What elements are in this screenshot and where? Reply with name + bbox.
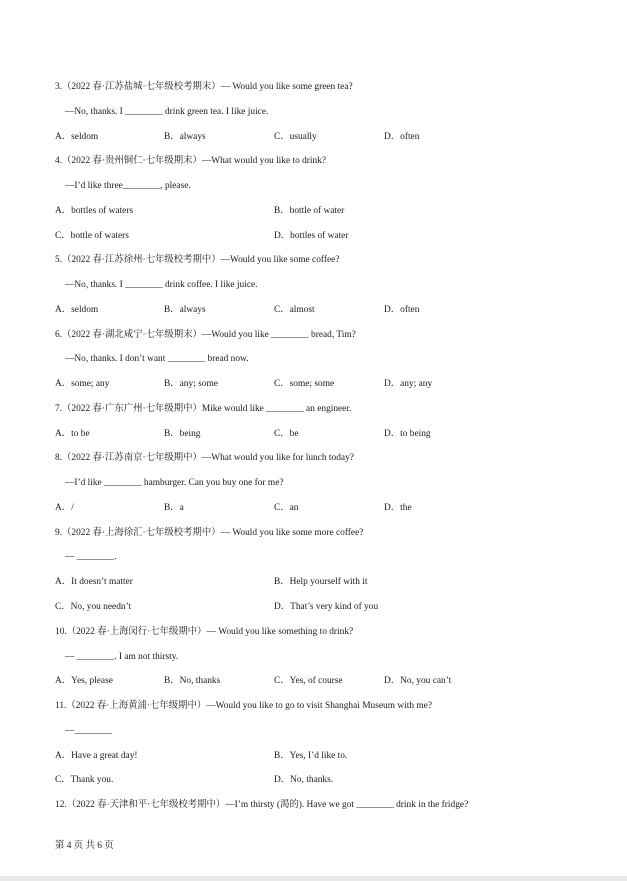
question-7-option-d: D．to being	[384, 429, 431, 439]
question-4-option-a: A．bottles of waters	[55, 206, 134, 216]
question-5-option-a: A．seldom	[55, 305, 99, 315]
question-9-option-d: D．That’s very kind of you	[274, 602, 379, 612]
question-7-option-c: C．be	[274, 429, 299, 439]
question-8-option-b: B．a	[164, 503, 184, 513]
question-4-line2: —I’d like three________, please.	[65, 181, 191, 191]
question-8-line2: —I’d like ________ hamburger. Can you buy one for me?	[65, 478, 284, 488]
question-9-option-c: C．No, you needn’t	[55, 602, 132, 612]
question-4-stem: 4.（2022 春·贵州铜仁·七年级期末）—What would you like to drink?	[55, 156, 327, 166]
page-bottom-divider	[0, 876, 627, 881]
question-10-line2: — ________. I am not thirsty.	[65, 652, 179, 662]
question-11-option-c: C．Thank you.	[55, 775, 114, 785]
question-3-option-a: A．seldom	[55, 132, 99, 142]
question-6-option-a: A．some; any	[55, 379, 110, 389]
question-5-option-c: C．almost	[274, 305, 315, 315]
question-10-option-d: D．No, you can’t	[384, 676, 452, 686]
question-9-option-a: A．It doesn’t matter	[55, 577, 133, 587]
question-3-option-b: B．always	[164, 132, 206, 142]
question-3-line2: —No, thanks. I ________ drink green tea. I like juice.	[65, 107, 269, 117]
question-8-stem: 8.（2022 春·江苏南京·七年级期中）—What would you like for lunch today?	[55, 453, 354, 463]
page-footer: 第 4 页 共 6 页	[55, 841, 114, 851]
question-8-option-d: D．the	[384, 503, 412, 513]
question-6-option-c: C．some; some	[274, 379, 335, 389]
question-3-option-c: C．usually	[274, 132, 317, 142]
question-3-option-d: D．often	[384, 132, 420, 142]
question-5-line2: —No, thanks. I ________ drink coffee. I like juice.	[65, 280, 258, 290]
question-11-option-a: A．Have a great day!	[55, 751, 138, 761]
question-3-stem: 3.（2022 春·江苏盐城·七年级校考期末）— Would you like some green tea?	[55, 82, 353, 92]
question-7-option-b: B．being	[164, 429, 201, 439]
question-5-stem: 5.（2022 春·江苏徐州·七年级校考期中）—Would you like some coffee?	[55, 255, 340, 265]
question-10-stem: 10.（2022 春·上海闵行·七年级期中）— Would you like something to drink?	[55, 627, 354, 637]
question-9-option-b: B．Help yourself with it	[274, 577, 368, 587]
question-8-option-a: A．/	[55, 503, 74, 513]
question-6-line2: —No, thanks. I don’t want ________ bread now.	[65, 354, 249, 364]
question-12-stem: 12.（2022 春·天津和平·七年级校考期中）—I’m thirsty (渴的). Have we got ________ drink in the fridge?	[55, 800, 469, 810]
question-7-stem: 7.（2022 春·广东广州·七年级期中）Mike would like ________ an engineer.	[55, 404, 352, 414]
question-9-line2: — ________.	[65, 552, 117, 562]
question-6-option-b: B．any; some	[164, 379, 218, 389]
question-5-option-b: B．always	[164, 305, 206, 315]
question-4-option-c: C．bottle of waters	[55, 231, 129, 241]
question-11-line2: —________	[65, 726, 112, 736]
question-8-option-c: C．an	[274, 503, 299, 513]
question-9-stem: 9.（2022 春·上海徐汇·七年级校考期中）— Would you like some more coffee?	[55, 528, 364, 538]
question-5-option-d: D．often	[384, 305, 420, 315]
question-7-option-a: A．to be	[55, 429, 90, 439]
question-11-option-b: B．Yes, I’d like to.	[274, 751, 348, 761]
question-11-option-d: D．No, thanks.	[274, 775, 334, 785]
question-10-option-b: B．No, thanks	[164, 676, 221, 686]
question-4-option-b: B．bottle of water	[274, 206, 345, 216]
question-4-option-d: D．bottles of water	[274, 231, 349, 241]
question-10-option-a: A．Yes, please	[55, 676, 113, 686]
question-6-option-d: D．any; any	[384, 379, 433, 389]
question-10-option-c: C．Yes, of course	[274, 676, 343, 686]
question-6-stem: 6.（2022 春·湖北咸宁·七年级期末）—Would you like ________ bread, Tim?	[55, 330, 356, 340]
question-11-stem: 11.（2022 春·上海黄浦·七年级期中）—Would you like to go to visit Shanghai Museum with me?	[55, 701, 432, 711]
